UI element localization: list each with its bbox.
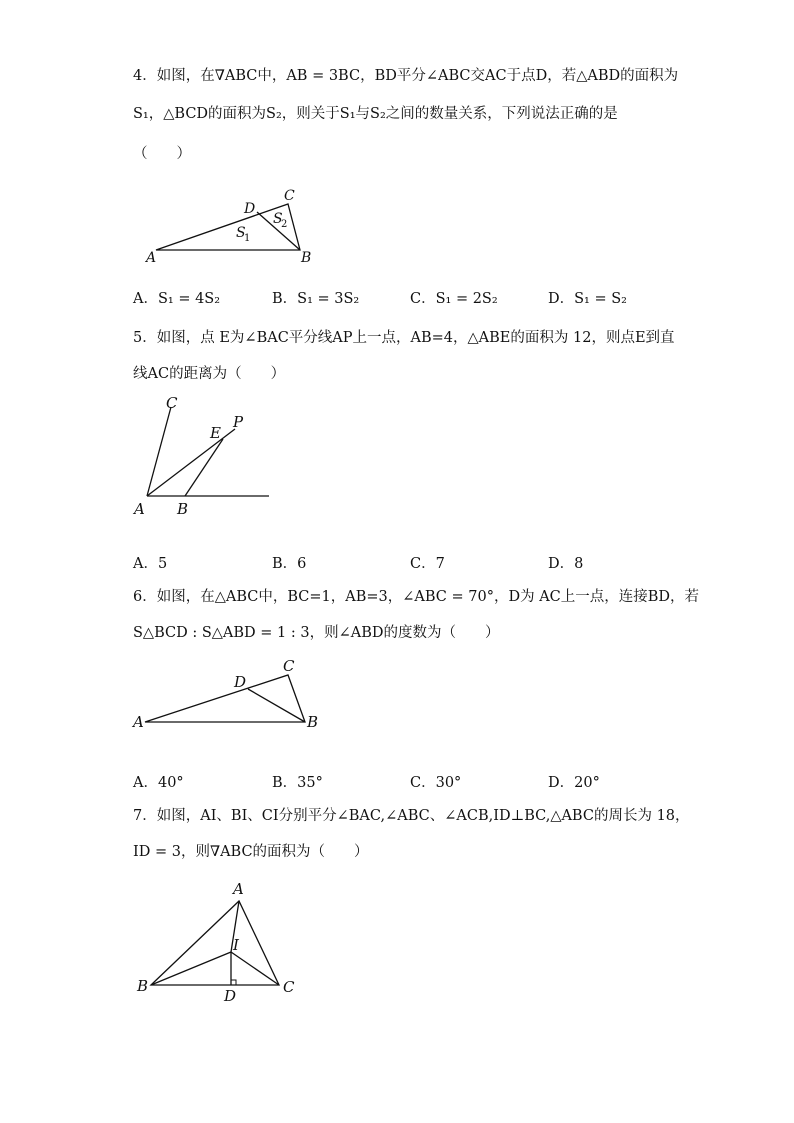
q6-label-b: B <box>307 713 319 731</box>
q7-figure <box>130 875 310 1010</box>
q4-label-s1: S <box>236 225 246 241</box>
q4-stem-line2: S₁，△BCD的面积为S₂，则关于S₁与S₂之间的数量关系，下列说法正确的是 <box>133 106 618 122</box>
q6-stem-line2: S△BCD : S△ABD = 1 : 3，则∠ABD的度数为（ ） <box>133 625 500 641</box>
q4-label-s2-sub: 2 <box>281 219 288 230</box>
q5-stem-line2: 线AC的距离为（ ） <box>133 366 286 382</box>
q5-ray-ac <box>147 407 171 496</box>
q5-option-c: C．7 <box>410 556 445 572</box>
q5-segment-be <box>185 439 223 496</box>
q5-option-b: B．6 <box>272 556 307 572</box>
q7-stem-line2: ID = 3，则∇ABC的面积为（ ） <box>133 844 369 860</box>
q7-label-i: I <box>233 936 239 954</box>
q5-label-a: A <box>134 500 145 518</box>
q5-label-p: P <box>233 413 244 431</box>
q4-option-d: D．S₁ = S₂ <box>548 291 627 307</box>
q5-label-e: E <box>210 424 221 442</box>
q4-option-b: B．S₁ = 3S₂ <box>272 291 360 307</box>
q5-label-c: C <box>166 394 178 412</box>
q5-option-a: A．5 <box>133 556 168 572</box>
q6-label-d: D <box>234 673 247 691</box>
q6-option-c: C．30° <box>410 775 462 791</box>
q4-option-c: C．S₁ = 2S₂ <box>410 291 498 307</box>
q5-stem-line1: 5．如图，点 E为∠BAC平分线AP上一点，AB=4，△ABE的面积为 12，则点E到直 <box>133 330 675 346</box>
q4-label-a: A <box>146 250 157 266</box>
q4-label-s1-sub: 1 <box>244 233 251 244</box>
q4-label-b: B <box>301 250 312 266</box>
q5-option-d: D．8 <box>548 556 584 572</box>
q7-right-angle-mark <box>231 980 236 985</box>
q5-label-b: B <box>177 500 189 518</box>
q6-option-d: D．20° <box>548 775 600 791</box>
q6-stem-line1: 6．如图，在△ABC中，BC=1，AB=3，∠ABC = 70°，D为 AC上一点，连接BD，若 <box>133 589 700 605</box>
q4-answer-bracket: （ ） <box>133 146 191 162</box>
q7-segment-bi <box>151 952 231 985</box>
q4-label-c: C <box>284 188 295 204</box>
q7-stem-line1: 7．如图，AI、BI、CI分别平分∠BAC,∠ABC、∠ACB,ID⊥BC,△ABC的周长为 18， <box>133 808 690 824</box>
q4-option-a: A．S₁ = 4S₂ <box>133 291 221 307</box>
q4-stem-line1: 4．如图，在∇ABC中，AB = 3BC，BD平分∠ABC交AC于点D，若△ABD的面积为 <box>133 68 679 84</box>
q6-option-b: B．35° <box>272 775 323 791</box>
q4-figure <box>140 185 330 270</box>
q6-triangle <box>145 675 305 722</box>
q7-label-d: D <box>224 987 237 1005</box>
q6-label-a: A <box>133 713 144 731</box>
q5-figure <box>130 392 275 522</box>
q7-label-b: B <box>137 977 149 995</box>
q6-option-a: A．40° <box>133 775 184 791</box>
q7-label-a: A <box>233 880 244 898</box>
q7-label-c: C <box>283 978 295 996</box>
q6-figure <box>130 655 325 735</box>
q6-label-c: C <box>283 657 295 675</box>
q6-segment-bd <box>248 689 305 722</box>
q4-label-d: D <box>244 201 256 217</box>
q4-label-s2: S <box>273 211 283 227</box>
